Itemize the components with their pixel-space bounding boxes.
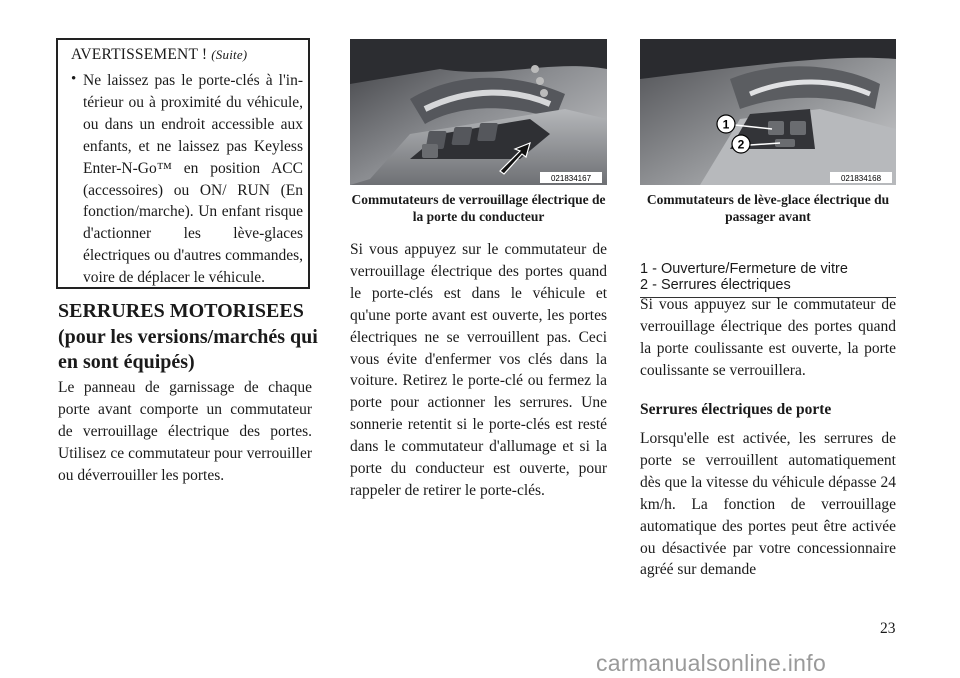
legend-item-1: 1 - Ouverture/Fermeture de vitre bbox=[640, 261, 848, 277]
watermark: carmanualsonline.info bbox=[596, 650, 827, 676]
warning-box bbox=[56, 38, 310, 289]
figure2-caption: Commutateurs de lève-glace électrique du passager avant bbox=[646, 192, 890, 224]
page-number: 23 bbox=[880, 620, 896, 637]
intro-paragraph: Le panneau de garnissage de chaque porte avant comporte un commutateur de verrouillage électrique des portes. Utilisez ce commutateur pour verrouiller ou déverrouiller les portes. bbox=[58, 379, 312, 484]
warning-bullet: • bbox=[71, 71, 77, 87]
warning-suite: (Suite) bbox=[211, 47, 248, 62]
callout-2: 2 bbox=[737, 137, 745, 152]
column2-paragraph: Si vous appuyez sur le commutateur de verrouillage électrique des portes quand le porte-clés est dans le véhicule et qu'une porte avant est ouverte, les portes électriques ne se verrouillent pas. Ceci vous évite d'enfermer vos clés dans la voiture. Retirez le porte-clé ou fermez la porte pour actionner les serrures. Une sonnerie retentit si le porte-clés est resté dans le commutateur d'allumage et si la porte du conducteur est ouverte, pour rappeler de retirer le porte-clés. bbox=[350, 241, 607, 499]
section-heading: SERRURES MOTORISEES (pour les versions/marchés qui en sont équipés) bbox=[58, 300, 318, 373]
column3-subheading: Serrures électriques de porte bbox=[640, 401, 832, 418]
figure1-caption: Commutateurs de verrouillage électrique de la porte du conducteur bbox=[351, 192, 606, 224]
warning-title bbox=[71, 46, 247, 64]
column3-paragraph-1: Si vous appuyez sur le commutateur de verrouillage électrique des portes quand la porte coulissante est ouverte, la porte coulissante se verrouillera. bbox=[640, 296, 896, 379]
callout-1: 1 bbox=[722, 117, 730, 132]
column3-paragraph-2: Lorsqu'elle est activée, les serrures de porte se verrouillent automatiquement dès que la vitesse du véhicule dépasse 24 km/h. La fonction de verrouillage automatique des portes peut être activée ou désactivée par votre concessionnaire agréé sur demande bbox=[640, 430, 896, 579]
warning-text: Ne laissez pas le porte-clés à l'intérieur ou à proximité du véhicule, ou dans un endroit accessible aux enfants, et ne laissez pas Keyless Enter-N-Go™ en position ACC (accessoires) ou ON/ RUN (En fonction/marche). Un enfant risque d'actionner les lève-glaces électriques ou d'autres commandes, voire de déplacer le véhicule. bbox=[83, 72, 303, 287]
figure2-legend bbox=[640, 262, 896, 293]
warning-title-text: AVERTISSEMENT ! bbox=[71, 46, 208, 63]
driver-door-photo bbox=[350, 39, 607, 185]
legend-item-2: 2 - Serrures électriques bbox=[640, 276, 791, 293]
figure1-code: 021834167 bbox=[550, 174, 592, 183]
passenger-door-photo bbox=[640, 39, 896, 185]
figure2-code: 021834168 bbox=[840, 174, 882, 183]
